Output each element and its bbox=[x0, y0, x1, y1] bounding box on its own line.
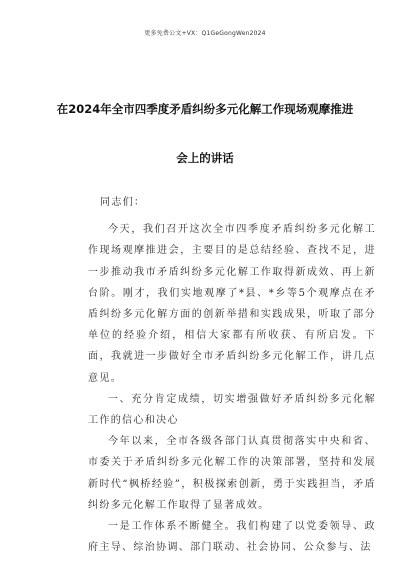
document-title-line-2: 会上的讲话 bbox=[176, 151, 234, 165]
body-paragraph-system: 一是工作体系不断健全。我们构建了以党委领导、政府主导、综治协调、部门联动、社会协同、公众参与、法 bbox=[88, 521, 376, 554]
greeting: 同志们： bbox=[100, 197, 146, 208]
body-paragraph-intro: 今天，我们召开这次全市四季度矛盾纠纷多元化解工作现场观摩推进会，主要目的是总结经验、查找不足，进一步推动我市矛盾纠纷多元化解工作取得新成效、再上新台阶。刚才，我们实地观摩了*县、*乡等5个观摩点在矛盾纠纷多元化解方面的创新举措和实践成果，听取了部分单位的经验介绍，相信大家都有所收获、有所启发。下面，我就进一步做好全市矛盾纠纷多元化解工作，讲几点意见。 bbox=[88, 224, 376, 384]
header-note: 更多免费公文+VX：Q1GeGongWen2024 bbox=[144, 30, 266, 37]
body-paragraph-achievements: 今年以来，全市各级各部门认真贯彻落实中央和省、市委关于矛盾纠纷多元化解工作的决策部署，坚持和发展新时代“枫桥经验”，积极探索创新，勇于实践担当，矛盾纠纷多元化解工作取得了显著成效。 bbox=[88, 436, 376, 511]
document-body bbox=[88, 192, 376, 558]
document-title-line-1: 在2024年全市四季度矛盾纠纷多元化解工作现场观摩推进 bbox=[56, 102, 354, 116]
section-heading-1: 一、充分肯定成绩，切实增强做好矛盾纠纷多元化解工作的信心和决心 bbox=[88, 393, 376, 427]
